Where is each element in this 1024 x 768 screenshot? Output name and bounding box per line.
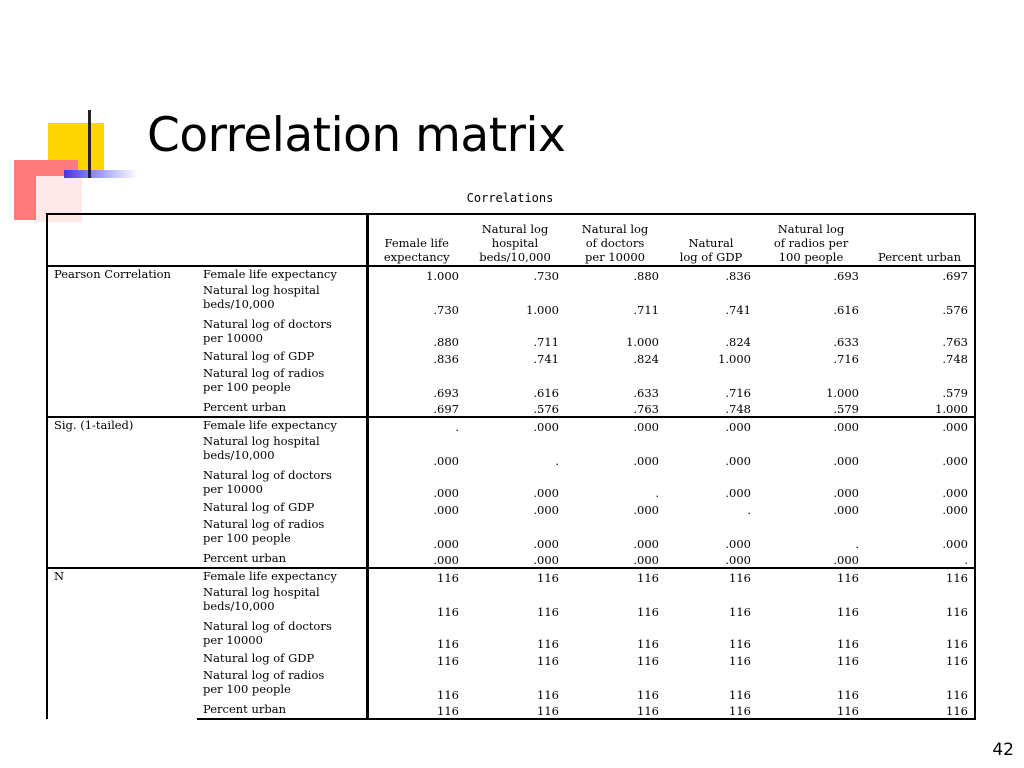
table-cell: 116 <box>565 702 665 719</box>
table-cell: .000 <box>565 417 665 434</box>
group-label: Sig. (1-tailed) <box>47 417 197 568</box>
column-header: Natural log hospital beds/10,000 <box>465 214 565 266</box>
row-label: Natural log of doctors per 10000 <box>203 468 332 496</box>
column-header: Female life expectancy <box>367 214 465 266</box>
table-cell: .697 <box>865 266 975 283</box>
row-label: Natural log hospital beds/10,000 <box>203 585 320 613</box>
table-row <box>47 417 975 434</box>
table-cell: .576 <box>865 283 975 317</box>
table-cell: .000 <box>465 417 565 434</box>
table-caption: Correlations <box>466 191 554 205</box>
table-row <box>47 266 975 283</box>
table-cell: 116 <box>537 654 559 668</box>
table-cell: 116 <box>837 605 859 619</box>
table-cell: 116 <box>865 568 975 585</box>
table-cell: .693 <box>757 266 865 283</box>
table-cell: .616 <box>533 386 559 400</box>
table-cell: 116 <box>757 568 865 585</box>
header-row <box>47 214 975 266</box>
table-cell: . <box>747 503 751 517</box>
table-cell: 116 <box>865 585 975 619</box>
table-cell: 116 <box>837 688 859 702</box>
table-cell: 116 <box>865 668 975 702</box>
table-cell: 116 <box>665 568 757 585</box>
table-cell: .000 <box>725 454 751 468</box>
table-cell: .730 <box>367 283 465 317</box>
table-cell: .824 <box>725 335 751 349</box>
table-cell: .000 <box>833 503 859 517</box>
table-cell: 116 <box>637 605 659 619</box>
table-cell: 1.000 <box>865 400 975 417</box>
table-cell: .000 <box>865 434 975 468</box>
table-cell: .000 <box>633 553 659 567</box>
table-cell: 116 <box>865 619 975 651</box>
table-cell: 116 <box>367 619 465 651</box>
column-header: Natural log of GDP <box>665 214 757 266</box>
row-label: Percent urban <box>203 551 286 565</box>
table-cell: 1.000 <box>526 303 559 317</box>
header-blank-cell <box>47 214 367 266</box>
table-cell: .000 <box>725 537 751 551</box>
table-cell: .616 <box>833 303 859 317</box>
table-cell: .000 <box>865 468 975 500</box>
column-header: Percent urban <box>865 214 975 266</box>
table-cell: .579 <box>833 402 859 416</box>
row-label: Percent urban <box>203 400 286 414</box>
row-label: Female life expectancy <box>197 417 367 434</box>
row-label: Natural log of radios per 100 people <box>203 366 325 394</box>
row-label: Female life expectancy <box>197 568 367 585</box>
row-label: Natural log hospital beds/10,000 <box>203 434 320 462</box>
table-cell: . <box>655 486 659 500</box>
table-cell: . <box>555 454 559 468</box>
table-cell: 116 <box>865 702 975 719</box>
table-cell: .697 <box>367 400 465 417</box>
table-cell: 116 <box>637 688 659 702</box>
slide-title: Correlation matrix <box>147 108 566 163</box>
table-cell: .000 <box>757 417 865 434</box>
decor-vertical-line <box>88 110 91 178</box>
column-header: Natural log of radios per 100 people <box>757 214 865 266</box>
table-cell: .693 <box>367 366 465 400</box>
table-cell: .000 <box>633 454 659 468</box>
page-number: 42 <box>992 740 1014 760</box>
table-cell: . <box>367 417 465 434</box>
table-cell: 116 <box>465 568 565 585</box>
table-cell: .711 <box>533 335 559 349</box>
table-cell: 116 <box>729 637 751 651</box>
table-cell: .000 <box>367 468 465 500</box>
column-header: Natural log of doctors per 10000 <box>565 214 665 266</box>
table-cell: .000 <box>367 500 465 517</box>
table-cell: 116 <box>537 605 559 619</box>
table-cell: .579 <box>865 366 975 400</box>
table-cell: .748 <box>725 402 751 416</box>
row-label: Natural log of radios per 100 people <box>203 668 325 696</box>
table-cell: .000 <box>725 553 751 567</box>
table-cell: .000 <box>633 503 659 517</box>
table-cell: .000 <box>865 517 975 551</box>
table-cell: 116 <box>665 702 757 719</box>
table-cell: .000 <box>633 537 659 551</box>
table-cell: .000 <box>367 517 465 551</box>
table-cell: . <box>865 551 975 568</box>
table-cell: 1.000 <box>718 352 751 366</box>
row-label: Female life expectancy <box>197 266 367 283</box>
table-cell: 116 <box>537 688 559 702</box>
table-cell: 116 <box>537 637 559 651</box>
table-cell: 116 <box>367 651 465 668</box>
table-cell: 116 <box>757 702 865 719</box>
table-cell: .741 <box>725 303 751 317</box>
table-cell: 116 <box>465 702 565 719</box>
table-cell: .836 <box>367 349 465 366</box>
table-cell: 116 <box>865 651 975 668</box>
row-label: Natural log hospital beds/10,000 <box>203 283 320 311</box>
table-cell: .748 <box>865 349 975 366</box>
table-cell: 116 <box>729 688 751 702</box>
table-cell: .730 <box>465 266 565 283</box>
table-cell: .763 <box>865 317 975 349</box>
table-cell: .000 <box>533 486 559 500</box>
table-cell: .880 <box>367 317 465 349</box>
table-cell: .716 <box>725 386 751 400</box>
table-cell: .000 <box>865 500 975 517</box>
table-cell: .880 <box>565 266 665 283</box>
table-cell: .000 <box>367 434 465 468</box>
table-cell: 116 <box>367 568 465 585</box>
table-cell: 1.000 <box>826 386 859 400</box>
row-label: Natural log of GDP <box>203 500 315 514</box>
table-row <box>47 568 975 585</box>
row-label: Natural log of doctors per 10000 <box>203 317 332 345</box>
table-cell: .000 <box>725 486 751 500</box>
table-cell: 116 <box>837 654 859 668</box>
table-cell: .836 <box>665 266 757 283</box>
correlations-table <box>46 213 976 720</box>
table-cell: .741 <box>533 352 559 366</box>
table-cell: .633 <box>633 386 659 400</box>
table-cell: .633 <box>833 335 859 349</box>
table-cell: . <box>855 537 859 551</box>
table-cell: .000 <box>665 417 757 434</box>
row-label: Natural log of radios per 100 people <box>203 517 325 545</box>
group-label: N <box>47 568 197 719</box>
row-label: Natural log of GDP <box>203 349 315 363</box>
table-cell: 116 <box>837 637 859 651</box>
table-cell: 1.000 <box>367 266 465 283</box>
table-cell: 116 <box>367 668 465 702</box>
table-cell: .000 <box>833 486 859 500</box>
table-cell: .711 <box>633 303 659 317</box>
table-cell: 116 <box>637 654 659 668</box>
table-cell: .576 <box>533 402 559 416</box>
table-cell: 116 <box>637 637 659 651</box>
row-label: Natural log of doctors per 10000 <box>203 619 332 647</box>
decor-blue-bar <box>64 170 138 178</box>
table-cell: 116 <box>367 585 465 619</box>
table-cell: 116 <box>367 702 465 719</box>
row-label: Natural log of GDP <box>203 651 315 665</box>
table-cell: 116 <box>729 654 751 668</box>
table-cell: .000 <box>533 553 559 567</box>
table-cell: .824 <box>633 352 659 366</box>
table-cell: 116 <box>729 605 751 619</box>
table-cell: .716 <box>833 352 859 366</box>
table-cell: 116 <box>565 568 665 585</box>
group-label: Pearson Correlation <box>47 266 197 417</box>
table-cell: 1.000 <box>626 335 659 349</box>
table-cell: .763 <box>633 402 659 416</box>
row-label: Percent urban <box>197 702 367 719</box>
table-cell: .000 <box>833 553 859 567</box>
table-cell: .000 <box>533 537 559 551</box>
table-body <box>47 266 975 719</box>
table-cell: .000 <box>367 551 465 568</box>
table-cell: .000 <box>865 417 975 434</box>
table-cell: .000 <box>533 503 559 517</box>
table-cell: .000 <box>833 454 859 468</box>
